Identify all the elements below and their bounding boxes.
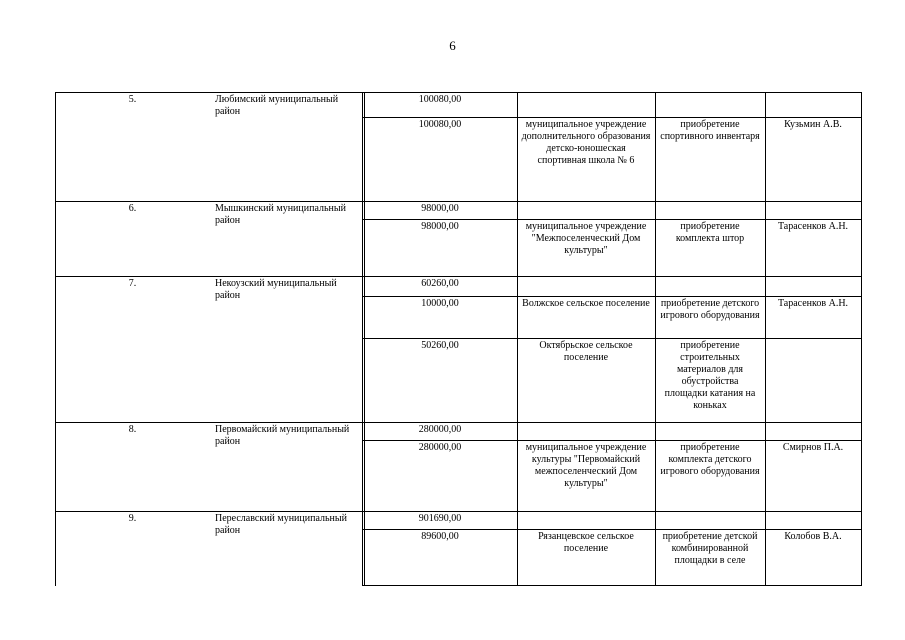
total-amount: 280000,00: [418, 424, 462, 435]
table-border: [363, 585, 862, 586]
table-border: [363, 296, 862, 297]
table-border: [363, 440, 862, 441]
table-border: [765, 422, 766, 512]
row-number: 9.: [128, 513, 137, 524]
table-border: [765, 511, 766, 586]
item-amount: 280000,00: [418, 442, 462, 453]
table-border: [362, 92, 363, 202]
table-border: [861, 201, 862, 277]
item-recipient: муниципальное учреждение "Межпоселенческий Дом культуры": [525, 221, 647, 256]
district-name: Мышкинский муниципальный район: [215, 203, 346, 226]
table-border: [363, 338, 862, 339]
item-amount: 50260,00: [421, 340, 459, 351]
table-border: [55, 511, 862, 512]
item-recipient: муниципальное учреждение дополнительного образования детско-юношеская спортивная школа № 6: [521, 119, 651, 166]
item-amount: 98000,00: [421, 221, 459, 232]
page-number: 6: [449, 38, 456, 53]
row-number: 8.: [128, 424, 137, 435]
table-border: [363, 529, 862, 530]
item-amount: 89600,00: [421, 531, 459, 542]
item-person: Колобов В.А.: [784, 531, 842, 542]
table-border: [55, 422, 862, 423]
item-recipient: Волжское сельское поселение: [522, 298, 650, 309]
table-border: [655, 511, 656, 586]
item-purpose: приобретение строительных материалов для обустройства площадки катания на коньках: [664, 340, 756, 411]
table-border: [517, 422, 518, 512]
total-amount: 98000,00: [421, 203, 459, 214]
table-border: [861, 422, 862, 512]
row-number: 5.: [128, 94, 137, 105]
item-purpose: приобретение детской комбинированной площадки в селе: [662, 531, 758, 566]
total-amount: 100080,00: [418, 94, 462, 105]
total-amount: 60260,00: [421, 278, 459, 289]
table-border: [364, 92, 365, 202]
total-amount: 901690,00: [418, 513, 462, 524]
table-border: [55, 276, 56, 423]
row-number: 7.: [128, 278, 137, 289]
item-purpose: приобретение детского игрового оборудования: [660, 298, 760, 321]
row-number: 6.: [128, 203, 137, 214]
district-name: Некоузский муниципальный район: [215, 278, 337, 301]
item-recipient: Октябрьское сельское поселение: [539, 340, 633, 363]
item-purpose: приобретение комплекта штор: [675, 221, 745, 244]
table-border: [765, 201, 766, 277]
table-border: [517, 511, 518, 586]
table-border: [765, 276, 766, 423]
table-border: [517, 201, 518, 277]
table-border: [55, 276, 862, 277]
item-person: Смирнов П.А.: [782, 442, 844, 453]
item-recipient: Рязанцевское сельское поселение: [538, 531, 634, 554]
item-purpose: приобретение комплекта детского игрового оборудования: [660, 442, 760, 477]
table-border: [517, 92, 518, 202]
table-border: [55, 92, 56, 202]
table-border: [517, 276, 518, 423]
district-name: Любимский муниципальный район: [215, 94, 339, 117]
table-border: [861, 511, 862, 586]
item-amount: 100080,00: [418, 119, 462, 130]
table-border: [363, 219, 862, 220]
table-border: [655, 422, 656, 512]
item-recipient: муниципальное учреждение культуры "Первомайский межпоселенческий Дом культуры": [525, 442, 647, 489]
item-person: Кузьмин А.В.: [784, 119, 842, 130]
item-amount: 10000,00: [421, 298, 459, 309]
district-name: Переславский муниципальный район: [215, 513, 347, 536]
district-name: Первомайский муниципальный район: [215, 424, 350, 447]
item-purpose: приобретение спортивного инвентаря: [660, 119, 760, 142]
table-border: [655, 201, 656, 277]
table-border: [55, 201, 862, 202]
item-person: Тарасенков А.Н.: [777, 221, 849, 232]
table-border: [861, 92, 862, 202]
table-border: [55, 92, 862, 93]
table-border: [655, 276, 656, 423]
item-person: Тарасенков А.Н.: [777, 298, 849, 309]
table-border: [655, 92, 656, 202]
table-border: [765, 92, 766, 202]
table-border: [861, 276, 862, 423]
table-border: [363, 117, 862, 118]
